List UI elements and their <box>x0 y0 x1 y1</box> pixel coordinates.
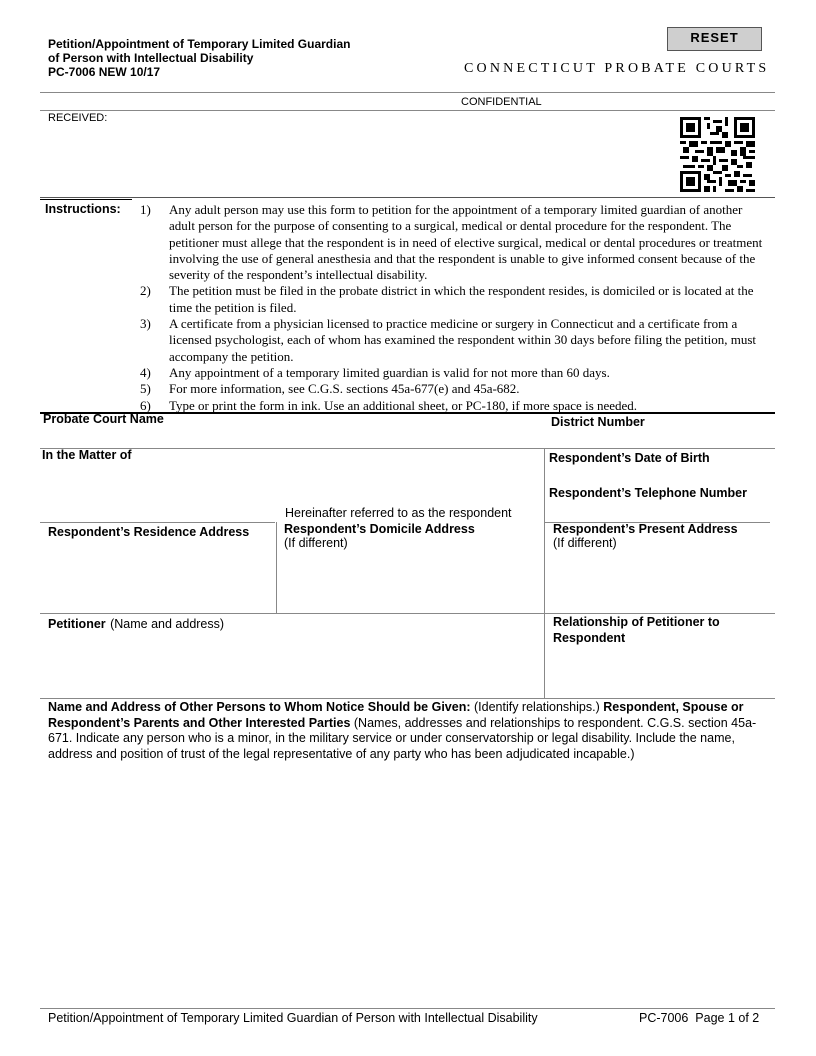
divider <box>40 110 775 111</box>
list-item: 3) A certificate from a physician licensed to practice medicine or surgery in Connecticut and a certificate from a licensed psychologist, each of whom has examined the respondent within 30 days before filing the petition, must accompany the petition. <box>140 316 757 364</box>
divider <box>40 197 775 198</box>
form-number: PC-7006 NEW 10/17 <box>48 65 161 79</box>
respondent-phone-field[interactable]: Respondent’s Telephone Number <box>549 486 747 500</box>
footer-title: Petition/Appointment of Temporary Limited Guardian of Person with Intellectual Disability <box>48 1011 538 1025</box>
footer-form-number: PC-7006 <box>639 1011 689 1025</box>
list-item: 4) Any appointment of a temporary limited guardian is valid for not more than 60 days. <box>140 364 610 380</box>
notice-label: Name and Address of Other Persons to Whom Notice Should be Given: <box>48 700 471 714</box>
received-label: RECEIVED: <box>48 112 108 124</box>
domicile-note: (If different) <box>284 536 348 550</box>
respondent-dob-field[interactable]: Respondent’s Date of Birth <box>549 451 710 465</box>
footer-page-info <box>639 1011 759 1025</box>
form-title-line2: of Person with Intellectual Disability <box>48 51 254 65</box>
present-address-label: Respondent’s Present Address <box>553 522 738 536</box>
domicile-address-label: Respondent’s Domicile Address <box>284 522 475 536</box>
divider <box>40 522 275 523</box>
residence-address-field[interactable]: Respondent’s Residence Address <box>48 525 250 539</box>
divider <box>40 698 775 699</box>
divider <box>40 1008 775 1009</box>
divider <box>40 613 775 614</box>
list-item: 6) Type or print the form in ink. Use an additional sheet, or PC-180, if more space is needed. <box>140 397 638 413</box>
divider <box>40 92 775 93</box>
qr-code-icon <box>680 117 755 192</box>
petitioner-note: (Name and address) <box>110 617 225 631</box>
notice-section[interactable] <box>48 700 763 763</box>
divider <box>40 199 132 200</box>
confidential-label: CONFIDENTIAL <box>461 96 542 108</box>
footer-page: Page 1 of 2 <box>695 1011 760 1025</box>
domicile-address-field[interactable] <box>284 522 475 550</box>
list-item: 2) The petition must be filed in the probate district in which the respondent resides, is domiciled or is located at the time the petition is filed. <box>140 283 754 315</box>
district-number-field[interactable]: District Number <box>551 415 645 429</box>
instructions-label: Instructions: <box>45 202 121 216</box>
present-note: (If different) <box>553 536 617 550</box>
probate-court-name-field[interactable]: Probate Court Name <box>43 412 164 426</box>
petitioner-field[interactable] <box>48 615 224 633</box>
notice-label-2: Respondent, Spouse or Respondent’s Parents and Other Interested Parties <box>48 700 744 730</box>
divider <box>276 522 277 613</box>
notice-note: (Identify relationships.) <box>474 700 600 714</box>
reset-button[interactable]: RESET <box>667 27 762 51</box>
form-title-line1: Petition/Appointment of Temporary Limited Guardian <box>48 37 351 51</box>
court-name: CONNECTICUT PROBATE COURTS <box>464 61 770 76</box>
petitioner-label: Petitioner <box>48 617 106 631</box>
present-address-field[interactable] <box>553 522 738 550</box>
in-the-matter-of-field[interactable]: In the Matter of <box>42 448 132 462</box>
instructions-list <box>140 202 770 414</box>
form-title <box>48 37 408 79</box>
divider <box>544 448 545 698</box>
list-item: 5) For more information, see C.G.S. sections 45a-677(e) and 45a-682. <box>140 381 520 397</box>
divider <box>40 448 775 449</box>
notice-note-2: (Names, addresses and relationships to respondent. C.G.S. section 45a-671. Indicate any person who is a minor, in the military service or under conservatorship or legal disability. Include the name, address and position of trust of the legal representative of any party who has been adjudicated incapable.) <box>48 715 757 762</box>
hereinafter-note: Hereinafter referred to as the respondent <box>285 506 512 520</box>
list-item: 1) Any adult person may use this form to petition for the appointment of a temporary limited guardian of another adult person for the purpose of consenting to a surgical, medical or dental procedure for the respondent. The petitioner must allege that the respondent is in need of elective surgical, medical or dental procedures or treatment involving the use of general anesthesia and that the respondent is unable to give informed consent because of the severity of the respondent’s intellectual disability. <box>140 202 763 283</box>
relationship-field[interactable]: Relationship of Petitioner to Respondent <box>553 615 720 645</box>
